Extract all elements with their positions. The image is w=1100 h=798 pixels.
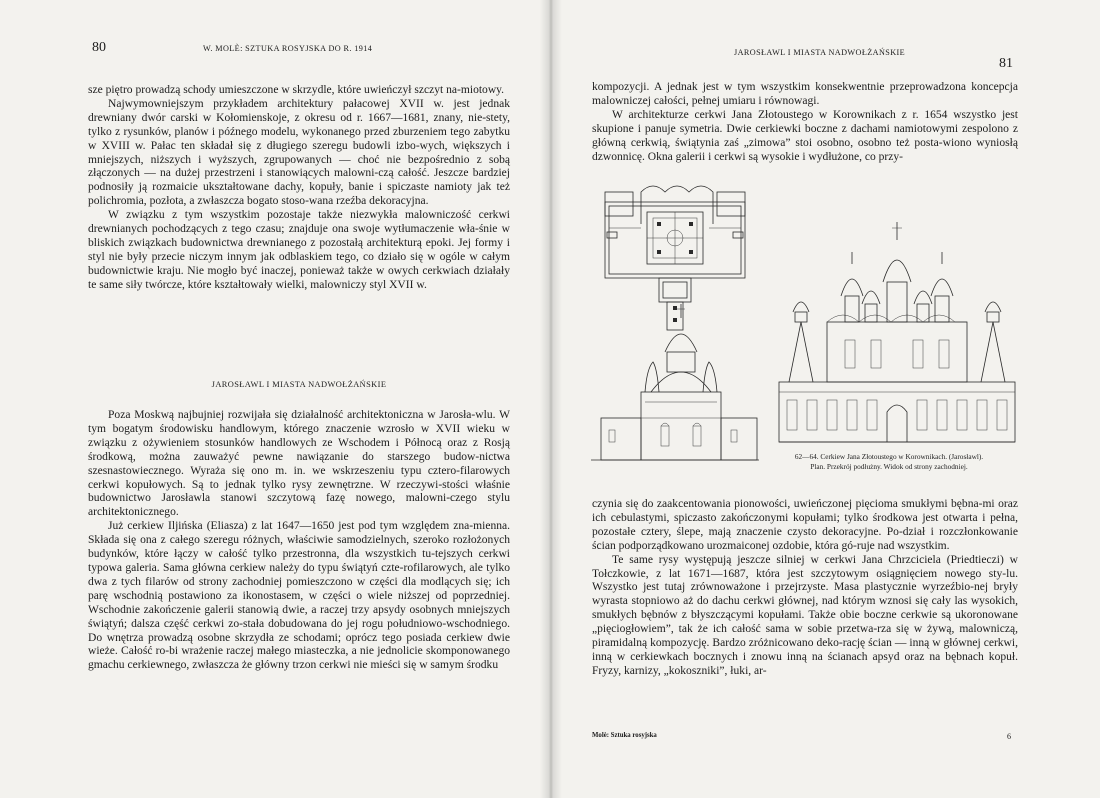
right-page xyxy=(549,0,1100,798)
signature-number: 6 xyxy=(1007,732,1011,741)
paragraph: sze piętro prowadzą schody umieszczone w skrzydle, które uwieńczył szczyt na-miotowy. xyxy=(88,84,505,96)
footer-signature: Molè: Sztuka rosyjska xyxy=(592,732,657,739)
caption-line: 62—64. Cerkiew Jana Złotoustego w Korownikach. (Jarosławl). xyxy=(794,452,984,461)
church-figure xyxy=(589,172,1019,472)
left-page xyxy=(0,0,549,798)
floor-plan-drawing xyxy=(605,186,745,330)
caption-line: Plan. Przekrój podłużny. Widok od strony zachodniej. xyxy=(810,462,968,471)
section-drawing xyxy=(591,304,759,460)
paragraph: Te same rysy występują jeszcze silniej w cerkwi Jana Chrzciciela (Priedtieczi) w Tołczkowie, z lat 1671—1687, która jest szczytowym osiągnięciem nowego sty-lu. Wszystko jest tutaj zrównoważone i przejrzyste. Masa plastycznie wyrzeźbio-nej bryły wyrasta stopniowo aż do dachu cerkwi głównej, nad którym wznosi się cały las wysokich, smukłych bębnów z błyszczącymi kopułami. Także obie boczne cerkwie są ukoronowane „pięciogłowiem”, tak że ich całość sama w sobie przetwa-rza się w żywą, malowniczą, piramidalną kompozycję. Bardzo zróżnicowano deko-rację ścian — inną w głównej cerkwi, inną w cerkiewkach bocznych i znowu inną na ścianach apsyd oraz na bębnach kopuł. Fryzy, karnizy, „kokoszniki”, łuki, ar- xyxy=(592,553,1018,677)
body-text-top xyxy=(88,84,510,293)
paragraph: Poza Moskwą najbujniej rozwijała się działalność architektoniczna w Jarosła-wlu. W tym bogatym środowisku handlowym, którego znaczenie wzrosło w XVII wieku w związku z ożywieniem stosunków handlowych ze Wschodem i Północą oraz z Rosją środkową, można zauważyć pewne nawiązanie do starszego budow-nictwa szesnastowiecznego. Wyraża się ono m. in. we wskrzeszeniu typu cztero-filarowych cerkwi kopułowych. Są to jednak tylko rysy zewnętrzne. W rzeczywi-stości właśnie budownictwo Jarosławla stanowi szczytową fazę nowego, malowni-czego stylu architektonicznego. xyxy=(88,409,510,519)
paragraph: Już cerkiew Iljińska (Eliasza) z lat 1647—1650 jest pod tym względem zna-mienna. Składa się ona z całego szeregu różnych, właściwie samodzielnych, szeroko rozłożonych budynków, które łączy w całość tylko przestronna, dla wszystkich tu-tejszych cerkwi typowa galeria. Sama główna cerkiew należy do typu świątyń czte-rofilarowych, ale tylko dwa z tych filarów od strony zachodniej pomieszczono w części dla modlących się; ich parę wschodnią postawiono za ikonostasem, w części o wiele niższej od poprzedniej. Wschodnie zakończenie galerii stanowią dwie, a raczej trzy apsydy osobnych mniejszych świątyń; dalsza część cerkwi zo-stała dobudowana do jej rogu południowo-wschodniego. Do wnętrza prowadzą osobne skrzydła ze schodami; oprócz tego posiada cerkiew dwie wieże. Całość ro-bi wrażenie raczej małego miasteczka, a nie jednolicie skomponowanego gmachu cerkiewnego, zwłaszcza że główny trzon cerkwi nie mieści się w samym środku xyxy=(88,520,510,672)
paragraph: Najwymowniejszym przykładem architektury pałacowej XVII w. jest jednak drewniany dwór carski w Kołomienskoje, z okresu od r. 1667—1681, znany, nie-stety, tylko z rysunków, planów i późnego modelu, wykonanego przed zburzeniem tego zabytku w XVIII w. Pałac ten składał się z długiego szeregu budowli izbo-wych, większych i mniejszych, niższych i wyższych, zgrupowanych — choć nie bezpośrednio z sobą złączonych — na dużej przestrzeni i stanowiących malowni-czą całość. Jeszcze bardziej podnosiły ją rozmaicie ukształtowane dachy, kopuły, banie i spiczaste namioty jak też polichromia, pozłota, a zwłaszcza bogato stoso-wana rzeźba dekoracyjna. xyxy=(88,97,510,208)
paragraph: W związku z tym wszystkim pozostaje także niezwykła malowniczość cerkwi drewnianych pochodzących z tego czasu; znajduje ona swoje wytłumaczenie wła-śnie w bliskich związkach budownictwa drewnianego z pozostałą architekturą epoki. Jej formy i styl nie były przecie niczym innym jak odblaskiem tego, co działo się w ogóle w całym budownictwie kraju. Nie mogło być inaczej, ponieważ także w owych cerkwiach działały te same siły twórcze, które kształtowały wielki, malowniczy styl XVII w. xyxy=(88,209,510,291)
running-head: W. MOLÈ: SZTUKA ROSYJSKA DO R. 1914 xyxy=(203,44,373,53)
paragraph: W architekturze cerkwi Jana Złotoustego w Korownikach z r. 1654 wszystko jest skupione i panuje symetria. Dwie cerkiewki boczne z dachami namiotowymi zespolono z główną cerkwią, świątynia zaś „zimowa” stoi osobno, osobno też posta-wiono wyniosłą dzwonnicę. Okna galerii i cerkwi są wysokie i wydłużone, co przy- xyxy=(592,108,1018,163)
body-text-top xyxy=(592,81,1018,164)
figure-caption xyxy=(759,452,1019,472)
paragraph: kompozycji. A jednak jest w tym wszystkim konsekwentnie przeprowadzona koncepcja malowniczej całości, pełnej umiaru i równowagi. xyxy=(592,81,1018,107)
page-number: 81 xyxy=(999,56,1013,71)
church-drawings xyxy=(589,172,1019,472)
body-text-bottom xyxy=(592,498,1018,679)
page-number: 80 xyxy=(92,40,106,55)
section-heading: JAROSŁAWL I MIASTA NADWOŁŻAŃSKIE xyxy=(211,380,387,389)
running-head: JAROSŁAWL I MIASTA NADWOŁŻAŃSKIE xyxy=(734,48,906,57)
elevation-drawing xyxy=(779,222,1015,442)
body-text-bottom xyxy=(88,409,510,673)
paragraph: czynia się do zaakcentowania pionowości, uwieńczonej pięcioma smukłymi bębna-mi oraz ich cebulastymi, spiczasto zakończonymi kopułami; tylko środkowa jest otwarta i pełna, pozostałe cztery, ślepe, mają znaczenie czysto dekoracyjne. Po-dział i rozczłonkowanie ścian podporządkowano urozmaiconej ozdobie, która gó-ruje nad wszystkim. xyxy=(592,498,1018,552)
